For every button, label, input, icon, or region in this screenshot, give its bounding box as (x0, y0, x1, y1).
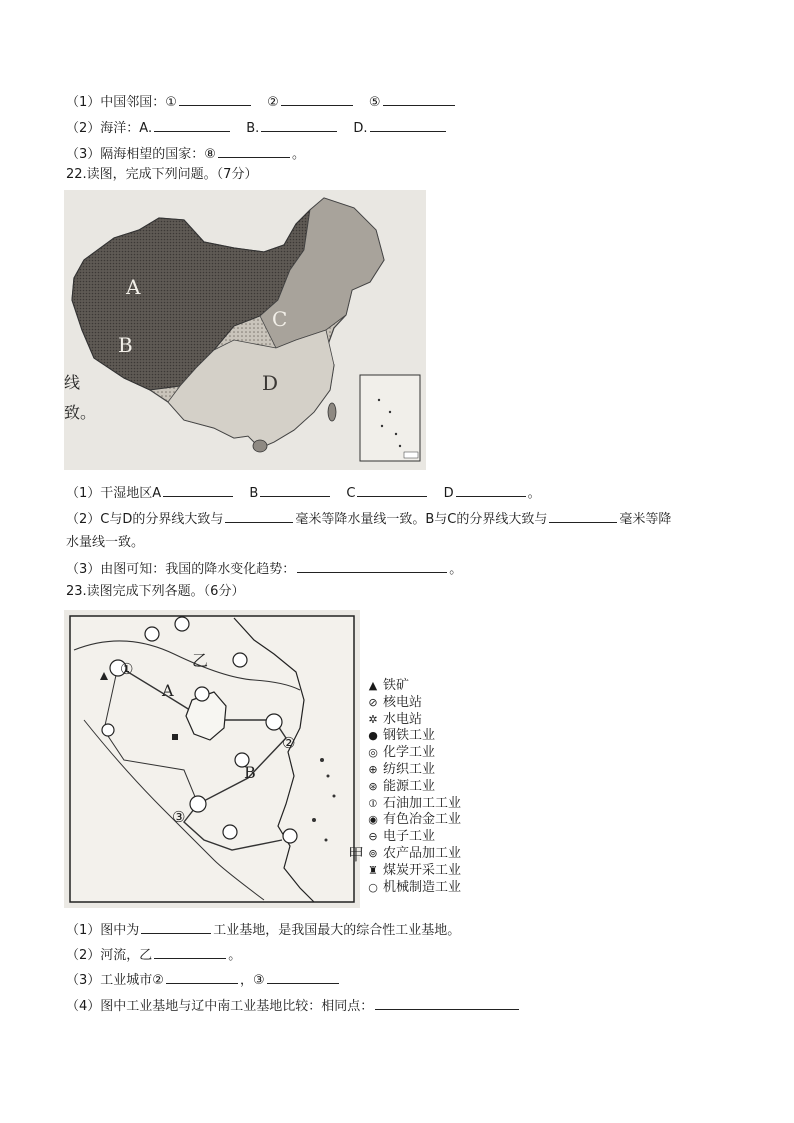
legend-item (366, 796, 461, 812)
answer-blank[interactable] (225, 508, 293, 523)
legend-label: 有色冶金工业 (383, 812, 462, 828)
legend-label: 石油加工工业 (383, 795, 462, 811)
legend-symbol-icon: ⦶ (369, 796, 377, 810)
legend-item (366, 863, 461, 879)
legend-label: 能源工业 (383, 778, 436, 794)
q23-sub-3: （3）工业城市② ，③ (66, 969, 341, 990)
map-label-a: A (162, 681, 174, 700)
legend-label: 农产品加工业 (383, 846, 462, 861)
map-label-b: B (118, 333, 133, 357)
legend-label: 机械制造工业 (383, 879, 462, 895)
city-shanghai-symbol (266, 714, 282, 730)
legend-label: 水电站 (383, 711, 423, 727)
answer-blank[interactable] (267, 969, 339, 984)
legend-label: 铁矿 (383, 678, 410, 693)
legend-symbol-icon: ⊖ (368, 830, 378, 844)
answer-blank[interactable] (370, 117, 446, 132)
q22-sub-1: （1）干湿地区A B C D 。 (66, 482, 541, 503)
answer-blank[interactable] (163, 482, 233, 497)
q22-sub-3: （3）由图可知：我国的降水变化趋势： 。 (66, 558, 462, 579)
q23-sub-4: （4）图中工业基地与辽中南工业基地比较：相同点： (66, 995, 521, 1016)
bleed-text-1: 线 (64, 373, 81, 392)
map-label-a: A (126, 275, 141, 299)
legend-item (366, 779, 435, 795)
answer-blank[interactable] (154, 944, 226, 959)
legend-label: 纺织工业 (383, 762, 436, 777)
legend-symbol-icon: ⊚ (368, 847, 378, 860)
answer-blank[interactable] (261, 117, 337, 132)
map-label-c: C (272, 307, 288, 331)
answer-blank[interactable] (281, 91, 353, 106)
legend-item (366, 678, 409, 694)
answer-blank[interactable] (166, 969, 238, 984)
answer-blank[interactable] (179, 91, 251, 106)
q23-title: 23.读图完成下列各题。（6分） (66, 584, 245, 599)
answer-blank[interactable] (218, 143, 290, 158)
answer-blank[interactable] (297, 558, 447, 573)
answer-blank[interactable] (141, 919, 211, 934)
map-frame (70, 616, 354, 902)
legend-symbol-icon: ✲ (368, 712, 378, 726)
map-label-circle-3: ③ (172, 808, 186, 826)
q22-title: 22.读图，完成下列问题。（7分） (66, 167, 258, 182)
yangtze-delta-industry-map (64, 610, 365, 908)
legend-symbol-icon: ◎ (368, 746, 378, 760)
legend-symbol-icon: ⊕ (368, 763, 378, 776)
map-label-circle-2: ② (282, 734, 296, 752)
legend-item (366, 728, 435, 744)
legend-item (366, 762, 435, 778)
map-label-yi: 乙 (192, 651, 209, 670)
answer-blank[interactable] (154, 117, 230, 132)
legend-item (366, 829, 435, 845)
hainan-island (253, 440, 267, 452)
legend-symbol-icon: ◉ (368, 813, 378, 827)
legend-item (366, 846, 461, 862)
city-3-symbol (190, 796, 206, 812)
map-label-circle-1: ① (120, 660, 134, 678)
q21-line-2: （2）海洋：A. B. D. (66, 117, 448, 138)
legend-symbol-icon: ○ (368, 880, 378, 894)
legend-symbol-icon: ▲ (368, 679, 378, 692)
china-precipitation-map (64, 190, 426, 470)
q23-sub-1: （1）图中为 工业基地，是我国最大的综合性工业基地。 (66, 919, 460, 940)
q21-line-3: （3）隔海相望的国家：⑧ 。 (66, 143, 305, 164)
legend-symbol-icon: ⊛ (368, 779, 378, 793)
answer-blank[interactable] (260, 482, 330, 497)
answer-blank[interactable] (549, 508, 617, 523)
legend-label: 煤炭开采工业 (383, 862, 462, 878)
legend-label: 钢铁工业 (383, 728, 436, 744)
q22-sub-2-cont: 水量线一致。 (66, 535, 145, 550)
legend-item (366, 712, 422, 728)
legend-item (366, 812, 461, 828)
taiwan-island (328, 403, 336, 421)
q22-sub-2: （2）C与D的分界线大致与 毫米等降水量线一致。B与C的分界线大致与 毫米等降 (66, 508, 671, 529)
answer-blank[interactable] (456, 482, 526, 497)
answer-blank[interactable] (357, 482, 427, 497)
legend-symbol-icon: ♜ (368, 863, 378, 877)
legend-item (366, 880, 461, 896)
map-legend (366, 678, 506, 898)
map-label-jia: 甲 (348, 845, 365, 864)
answer-blank[interactable] (375, 995, 519, 1010)
q21-line-1: （1）中国邻国：① ② ⑤ (66, 91, 457, 112)
map-label-d: D (262, 371, 279, 395)
legend-label: 电子工业 (383, 829, 436, 845)
legend-symbol-icon: ⊘ (368, 695, 378, 709)
answer-blank[interactable] (383, 91, 455, 106)
bleed-text-2: 致。 (64, 403, 97, 422)
south-china-sea-inset (360, 375, 420, 461)
legend-item (366, 745, 435, 761)
q23-sub-2: （2）河流，乙 。 (66, 944, 241, 965)
legend-symbol-icon: ● (368, 729, 378, 743)
legend-label: 核电站 (383, 694, 423, 710)
legend-label: 化学工业 (383, 745, 436, 761)
legend-item (366, 695, 422, 711)
map-label-b: B (244, 763, 256, 782)
